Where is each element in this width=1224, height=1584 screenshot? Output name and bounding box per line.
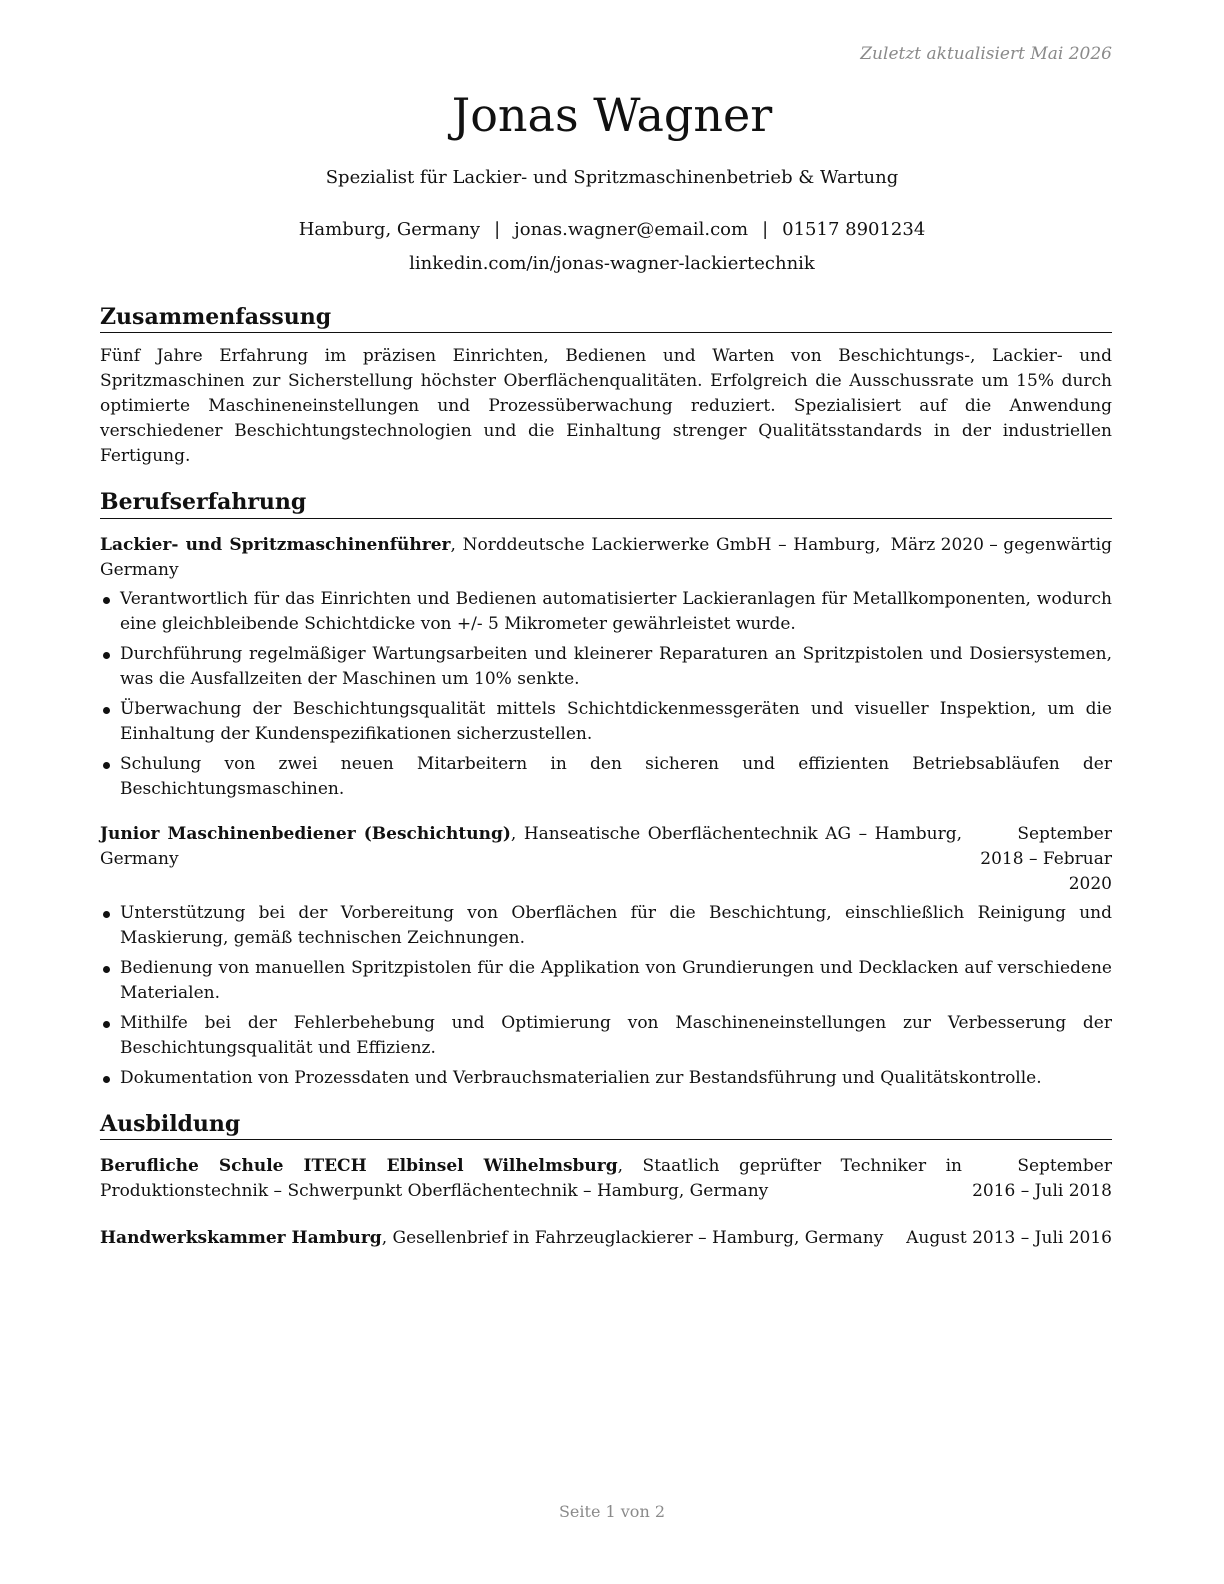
list-item: Durchführung regelmäßiger Wartungsarbeiten und kleinerer Reparaturen an Spritzpistolen und Dosiersystemen, was die Ausfallzeiten der Maschinen um 10% senkte. [100,642,1112,692]
job-bullets [100,901,1112,1091]
bullet-icon [103,966,110,973]
education-entry [100,1154,1112,1204]
degree-detail: , Gesellenbrief in Fahrzeuglackierer – Hamburg, Germany [381,1228,884,1249]
section-title-experience: Berufserfahrung [100,489,1112,518]
list-item: Schulung von zwei neuen Mitarbeitern in den sicheren und effizienten Betriebsabläufen der Beschichtungsmaschinen. [100,752,1112,802]
email-link[interactable]: jonas.wagner@email.com [514,219,749,240]
list-item: Unterstützung bei der Vorbereitung von Oberflächen für die Beschichtung, einschließlich Reinigung und Maskierung, gemäß technischen Zeichnungen. [100,901,1112,951]
bullet-icon [103,597,110,604]
list-item: Mithilfe bei der Fehlerbehebung und Optimierung von Maschineneinstellungen zur Verbesserung der Beschichtungsqualität und Effizienz. [100,1011,1112,1061]
job-dates: September 2018 – Februar 2020 [980,823,1112,894]
job-company: , Norddeutsche Lackierwerke GmbH – Hamburg, Germany [100,534,881,580]
bullet-icon [103,1021,110,1028]
separator: | [762,219,769,240]
job-role: Junior Maschinenbediener (Beschichtung) [100,823,511,844]
school-name: Handwerkskammer Hamburg [100,1228,382,1249]
last-updated-note: Zuletzt aktualisiert Mai 2026 [860,44,1112,64]
resume-body [100,304,1112,1251]
education-dates: September 2016 – Juli 2018 [972,1156,1112,1202]
education-entry [100,1226,1112,1251]
linkedin-link[interactable]: linkedin.com/in/jonas-wagner-lackiertechnik [409,253,815,274]
bullet-icon [103,652,110,659]
page-number: Seite 1 von 2 [558,1502,666,1521]
list-item: Verantwortlich für das Einrichten und Bedienen automatisierter Lackieranlagen für Metallkomponenten, wodurch eine gleichbleibende Schichtdicke von +/- 5 Mikrometer gewährleistet wurde. [100,587,1112,637]
job-role: Lackier- und Spritzmaschinenführer [100,534,451,555]
education-dates: August 2013 – Juli 2016 [906,1228,1112,1249]
job-entry-header [100,822,1112,897]
bullet-icon [103,707,110,714]
section-title-education: Ausbildung [100,1111,1112,1140]
job-company: , Hanseatische Oberflächentechnik AG – Hamburg, Germany [100,823,963,869]
job-dates: März 2020 – gegenwärtig [890,534,1112,555]
bullet-icon [103,911,110,918]
candidate-subtitle: Spezialist für Lackier- und Spritzmaschinenbetrieb & Wartung [325,167,899,188]
bullet-icon [103,1076,110,1083]
separator: | [494,219,501,240]
job-entry-header [100,533,1112,583]
list-item: Überwachung der Beschichtungsqualität mittels Schichtdickenmessgeräten und visueller Inspektion, um die Einhaltung der Kundenspezifikationen sicherzustellen. [100,697,1112,747]
candidate-name: Jonas Wagner [451,88,773,142]
contact-line [0,219,1224,240]
phone-number: 01517 8901234 [782,219,926,240]
degree-detail: , Staatlich geprüfter Techniker in Produktionstechnik – Schwerpunkt Oberflächentechnik – Hamburg, Germany [100,1156,962,1202]
location: Hamburg, Germany [298,219,481,240]
school-name: Berufliche Schule ITECH Elbinsel Wilhelmsburg [100,1156,618,1177]
summary-text: Fünf Jahre Erfahrung im präzisen Einrichten, Bedienen und Warten von Beschichtungs-, Lackier- und Spritzmaschinen zur Sicherstellung höchster Oberflächenqualitäten. Erfolgreich die Ausschussrate um 15% durch optimierte Maschineneinstellungen und Prozessüberwachung reduziert. Spezialisiert auf die Anwendung verschiedener Beschichtungstechnologien und die Einhaltung strenger Qualitätsstandards in der industriellen Fertigung. [100,346,1112,467]
section-title-summary: Zusammenfassung [100,304,1112,333]
bullet-icon [103,762,110,769]
job-bullets [100,587,1112,802]
list-item: Dokumentation von Prozessdaten und Verbrauchsmaterialien zur Bestandsführung und Qualitätskontrolle. [100,1066,1112,1091]
list-item: Bedienung von manuellen Spritzpistolen für die Applikation von Grundierungen und Decklacken auf verschiedene Materialen. [100,956,1112,1006]
